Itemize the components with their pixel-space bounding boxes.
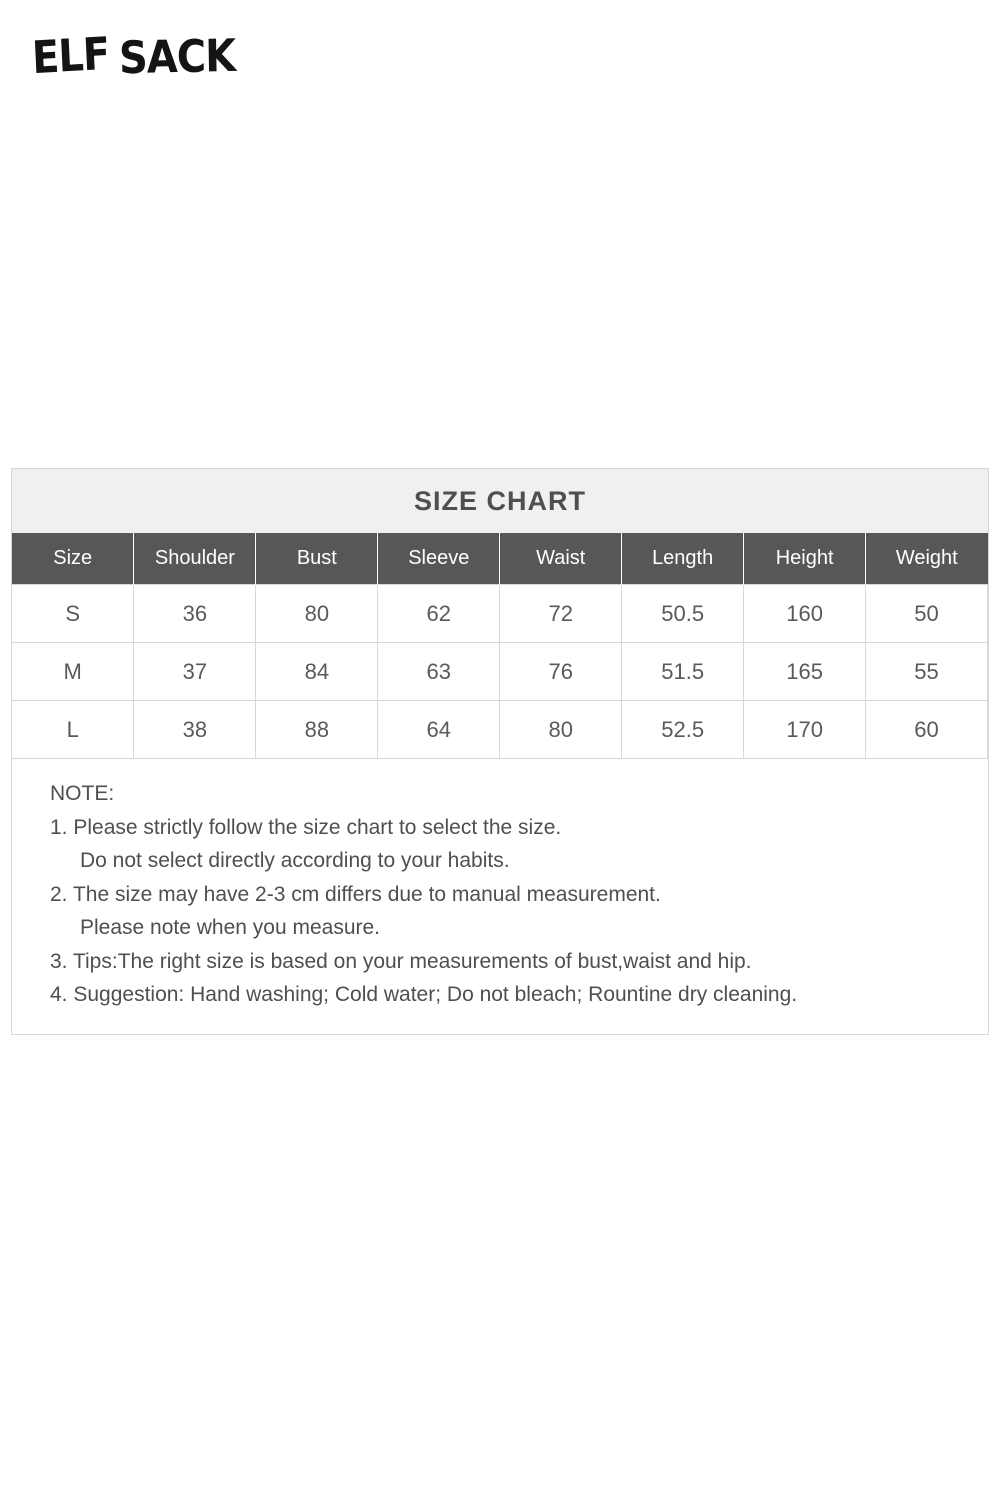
size-chart-title: SIZE CHART [12, 469, 988, 533]
note-line-1: 1. Please strictly follow the size chart to select the size. [50, 815, 562, 839]
note-line-2b: Please note when you measure. [80, 916, 381, 939]
cell-bust: 80 [256, 585, 378, 643]
note-block [12, 758, 988, 1034]
table-row [12, 643, 988, 701]
brand-logo-word-2: SACK [118, 30, 236, 85]
cell-bust: 88 [256, 701, 378, 759]
cell-shoulder: 37 [134, 643, 256, 701]
column-header-height: Height [744, 533, 866, 585]
cell-length: 50.5 [622, 585, 744, 643]
column-header-size: Size [12, 533, 134, 585]
cell-height: 170 [744, 701, 866, 759]
column-header-bust: Bust [256, 533, 378, 585]
brand-logo-word-1: ELF [30, 28, 111, 85]
cell-weight: 50 [866, 585, 988, 643]
column-header-weight: Weight [866, 533, 988, 585]
column-header-shoulder: Shoulder [134, 533, 256, 585]
cell-height: 160 [744, 585, 866, 643]
size-chart-block [11, 468, 989, 1035]
cell-weight: 55 [866, 643, 988, 701]
size-chart-table [12, 533, 988, 758]
cell-weight: 60 [866, 701, 988, 759]
table-row [12, 585, 988, 643]
cell-size: L [12, 701, 134, 759]
table-header-row [12, 533, 988, 585]
cell-length: 51.5 [622, 643, 744, 701]
cell-length: 52.5 [622, 701, 744, 759]
cell-waist: 80 [500, 701, 622, 759]
note-line-1b: Do not select directly according to your habits. [80, 849, 510, 872]
note-line-3: 3. Tips:The right size is based on your measurements of bust,waist and hip. [50, 949, 752, 973]
cell-size: M [12, 643, 134, 701]
table-row [12, 701, 988, 759]
cell-sleeve: 64 [378, 701, 500, 759]
column-header-length: Length [622, 533, 744, 585]
column-header-sleeve: Sleeve [378, 533, 500, 585]
note-heading: NOTE: [50, 782, 115, 805]
brand-logo [30, 28, 236, 85]
cell-bust: 84 [256, 643, 378, 701]
cell-shoulder: 36 [134, 585, 256, 643]
cell-waist: 76 [500, 643, 622, 701]
note-line-4: 4. Suggestion: Hand washing; Cold water; Do not bleach; Rountine dry cleaning. [50, 983, 798, 1006]
cell-sleeve: 62 [378, 585, 500, 643]
cell-waist: 72 [500, 585, 622, 643]
cell-shoulder: 38 [134, 701, 256, 759]
cell-sleeve: 63 [378, 643, 500, 701]
column-header-waist: Waist [500, 533, 622, 585]
note-line-2: 2. The size may have 2-3 cm differs due to manual measurement. [50, 882, 661, 906]
cell-size: S [12, 585, 134, 643]
cell-height: 165 [744, 643, 866, 701]
